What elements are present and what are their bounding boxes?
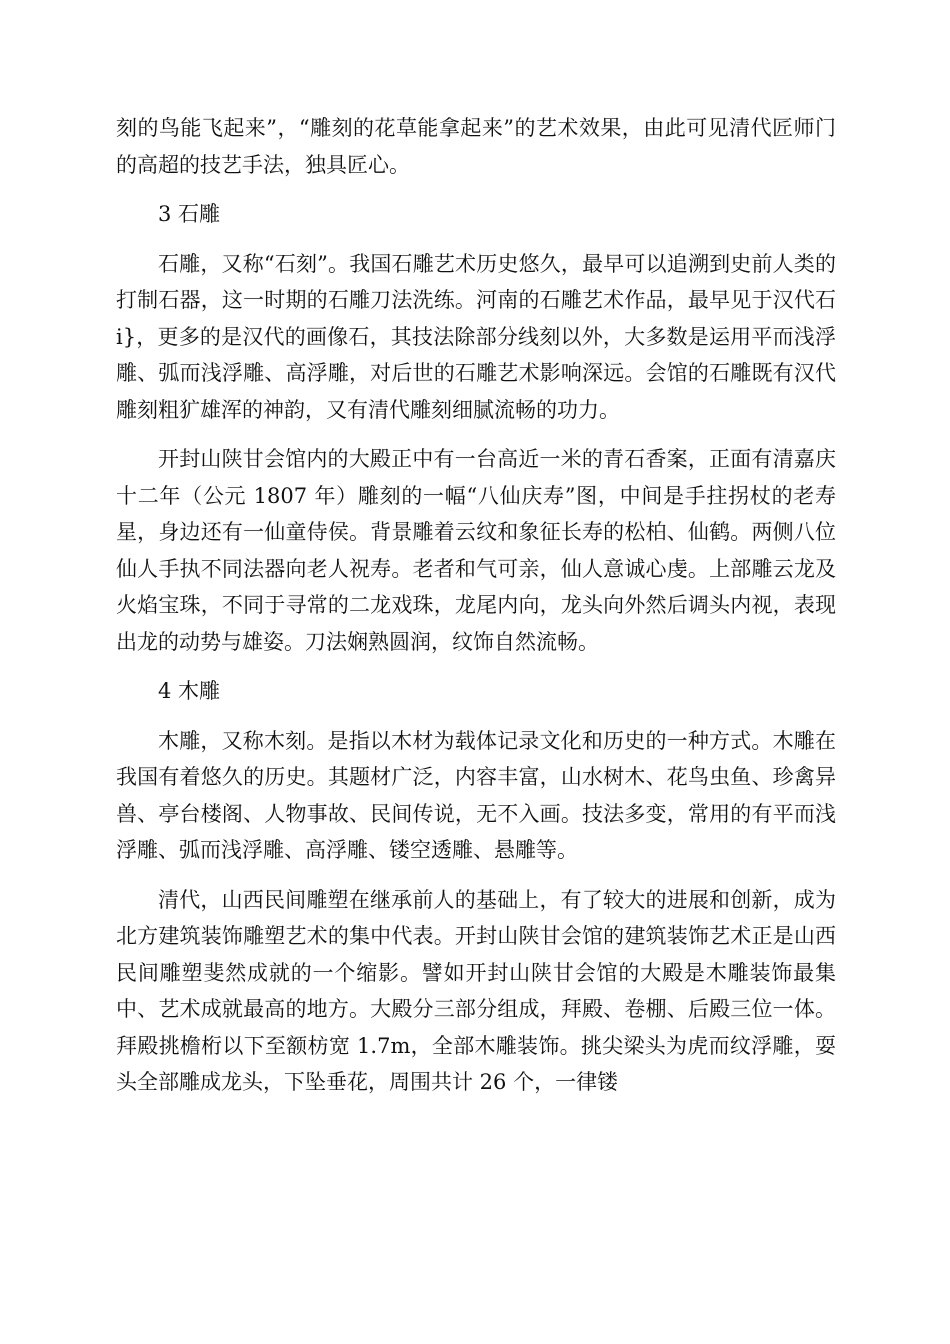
- paragraph-incense-table: 开封山陕甘会馆内的大殿正中有一台高近一米的青石香案，正面有清嘉庆十二年（公元 1807 年）雕刻的一幅“八仙庆寿”图，中间是手拄拐杖的老寿星，身边还有一仙童侍侯。背景雕着云纹和象征长寿的松柏、仙鹤。两侧八位仙人手执不同法器向老人祝寿。老者和气可亲，仙人意诚心虔。上部雕云龙及火焰宝珠，不同于寻常的二龙戏珠，龙尾内向，龙头向外然后调头内视，表现出龙的动势与雄姿。刀法娴熟圆润，纹饰自然流畅。: [116, 447, 836, 654]
- paragraph-stone-carving-intro: 石雕，又称“石刻”。我国石雕艺术历史悠久，最早可以追溯到史前人类的打制石器，这一时期的石雕刀法洗练。河南的石雕艺术作品，最早见于汉代石 i}，更多的是汉代的画像石，其技法除部分线刻以外，大多数是运用平而浅浮雕、弧而浅浮雕、高浮雕，对后世的石雕艺术影响深远。会馆的石雕既有汉代雕刻粗犷雄浑的神韵，又有清代雕刻细腻流畅的功力。: [116, 251, 836, 422]
- paragraph-wood-carving-intro: 木雕，又称木刻。是指以木材为载体记录文化和历史的一种方式。木雕在我国有着悠久的历史。其题材广泛，内容丰富，山水树木、花鸟虫鱼、珍禽异兽、亭台楼阁、人物事故、民间传说，无不入画。技法多变，常用的有平而浅浮雕、弧而浅浮雕、高浮雕、镂空透雕、悬雕等。: [116, 728, 836, 862]
- section-heading-stone-carving: 3 石雕: [158, 202, 221, 226]
- paragraph-continuation: 刻的鸟能飞起来”，“雕刻的花草能拿起来”的艺术效果，由此可见清代匠师门的高超的技艺手法，独具匠心。: [116, 116, 836, 177]
- document-body: [116, 110, 836, 1114]
- section-heading-wood-carving: 4 木雕: [158, 679, 221, 703]
- paragraph-qing-shanxi-sculpture: 清代，山西民间雕塑在继承前人的基础上，有了较大的进展和创新，成为北方建筑装饰雕塑艺术的集中代表。开封山陕甘会馆的建筑装饰艺术正是山西民间雕塑斐然成就的一个缩影。譬如开封山陕甘会馆的大殿是木雕装饰最集中、艺术成就最高的地方。大殿分三部分组成，拜殿、卷棚、后殿三位一体。拜殿挑檐桁以下至额枋宽 1.7m，全部木雕装饰。挑尖梁头为虎而纹浮雕，耍头全部雕成龙头，下坠垂花，周围共计 26 个，一律镂: [116, 887, 836, 1094]
